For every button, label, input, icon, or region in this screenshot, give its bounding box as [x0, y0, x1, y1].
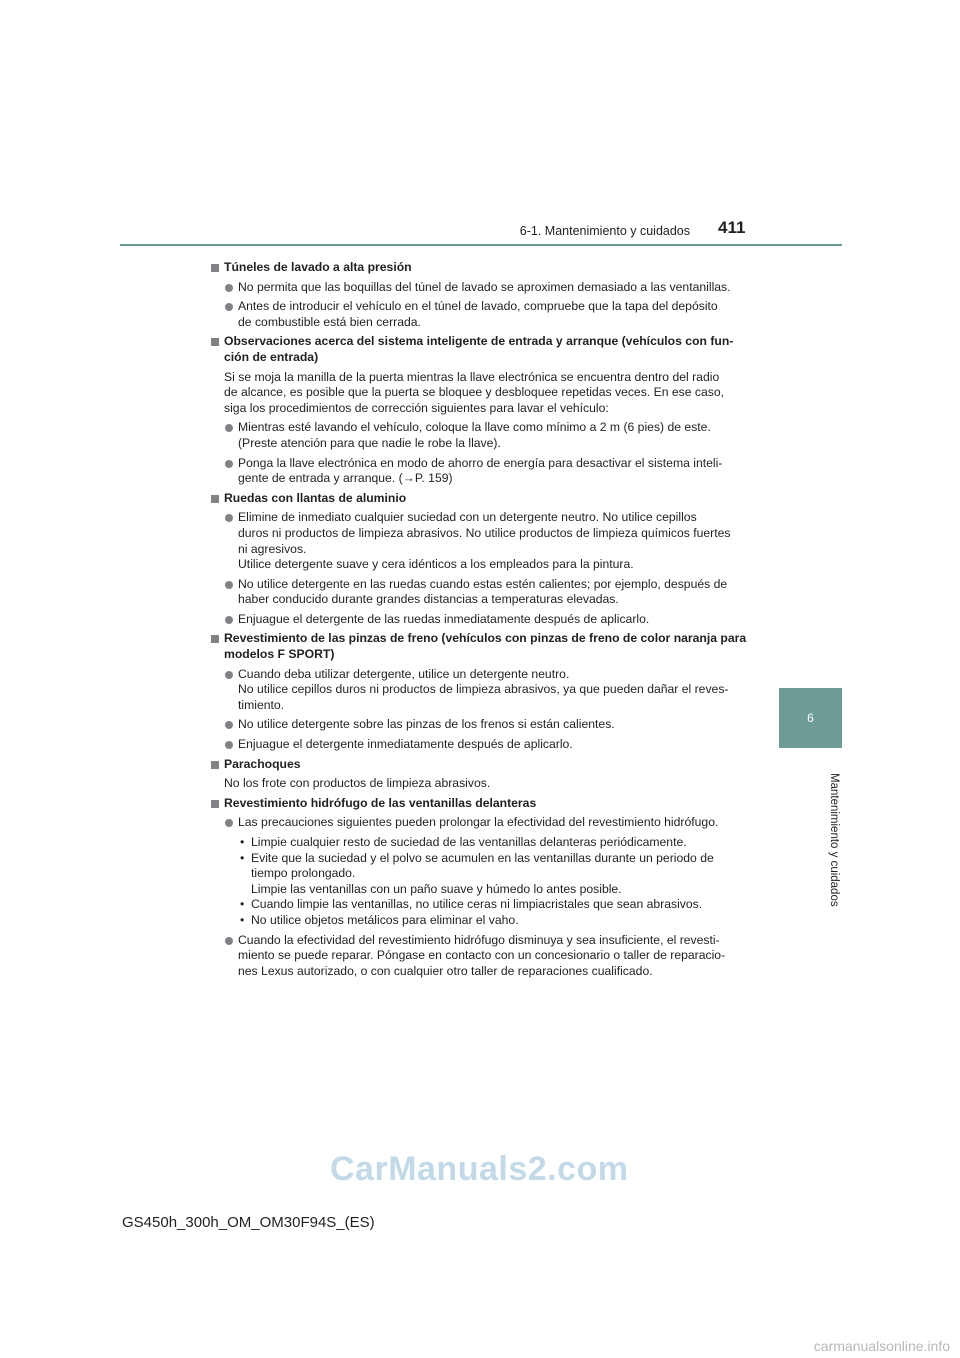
- paragraph: No los frote con productos de limpieza abrasivos.: [224, 776, 491, 791]
- list-item: Elimine de inmediato cualquier suciedad con un detergente neutro. No utilice cepillos duros ni productos de limpieza abrasivos. No utilice productos de limpieza químicos fuertes ni agresivos. Utilice detergente suave y cera idénticos a los empleados para la pintura.: [211, 510, 749, 572]
- section-heading-high-pressure-wash: Túneles de lavado a alta presión: [211, 260, 749, 276]
- header-divider: [120, 244, 842, 246]
- section-heading-smart-entry: Observaciones acerca del sistema inteligente de entrada y arranque (vehículos con fun- ción de entrada): [211, 334, 749, 365]
- list-item: No utilice detergente en las ruedas cuando estas estén calientes; por ejemplo, después de haber conducido durante grandes distancias a temperaturas elevadas.: [211, 577, 749, 608]
- sub-list-item: • No utilice objetos metálicos para eliminar el vaho.: [211, 913, 749, 929]
- paragraph: Si se moja la manilla de la puerta mientras la llave electrónica se encuentra dentro del radio de alcance, es posible que la puerta se bloquee y desbloquee repetidas veces. En ese caso, siga los procedimientos de corrección siguientes para lavar el vehículo:: [224, 369, 725, 415]
- list-item: Ponga la llave electrónica en modo de ahorro de energía para desactivar el sistema inteli- gente de entrada y arranque. (→P. 159): [211, 456, 749, 487]
- list-item: Cuando deba utilizar detergente, utilice un detergente neutro. No utilice cepillos duros ni productos de limpieza abrasivos, ya que pueden dañar el reves- timiento.: [211, 667, 749, 714]
- watermark-logo: CarManuals2.com: [330, 1150, 629, 1188]
- sub-list-item: • Limpie cualquier resto de suciedad de las ventanillas delanteras periódicamente.: [211, 835, 749, 851]
- page-content: [211, 256, 749, 983]
- sub-list-item: • Cuando limpie las ventanillas, no utilice ceras ni limpiacristales que sean abrasivos.: [211, 897, 749, 913]
- chapter-tab: [779, 688, 842, 748]
- list-item: Las precauciones siguientes pueden prolongar la efectividad del revestimiento hidrófugo.: [211, 815, 749, 831]
- section-heading-brake-calipers: Revestimiento de las pinzas de freno (vehículos con pinzas de freno de color naranja para modelos F SPORT): [211, 631, 749, 662]
- document-code: GS450h_300h_OM_OM30F94S_(ES): [122, 1214, 375, 1231]
- section-heading-bumpers: Parachoques: [211, 757, 749, 773]
- section-heading-aluminum-wheels: Ruedas con llantas de aluminio: [211, 491, 749, 507]
- chapter-side-label: Mantenimiento y cuidados: [828, 773, 840, 907]
- page-number: 411: [718, 218, 746, 237]
- section-heading-water-repellent: Revestimiento hidrófugo de las ventanillas delanteras: [211, 796, 749, 812]
- list-item: No permita que las boquillas del túnel de lavado se aproximen demasiado a las ventanillas.: [211, 280, 749, 296]
- list-item: Cuando la efectividad del revestimiento hidrófugo disminuya y sea insuficiente, el revesti- miento se puede reparar. Póngase en contacto con un concesionario o taller de reparacio- nes Lexus autorizado, o con cualquier otro taller de reparaciones cualificado.: [211, 933, 749, 980]
- chapter-number: 6: [807, 711, 814, 725]
- list-item: Antes de introducir el vehículo en el túnel de lavado, compruebe que la tapa del depósito de combustible está bien cerrada.: [211, 299, 749, 330]
- list-item: Mientras esté lavando el vehículo, coloque la llave como mínimo a 2 m (6 pies) de este. (Preste atención para que nadie le robe la llave).: [211, 420, 749, 451]
- sub-list-item: • Evite que la suciedad y el polvo se acumulen en las ventanillas durante un periodo de tiempo prolongado. Limpie las ventanillas con un paño suave y húmedo lo antes posible.: [211, 851, 749, 898]
- list-item: Enjuague el detergente inmediatamente después de aplicarlo.: [211, 737, 749, 753]
- list-item: No utilice detergente sobre las pinzas de los frenos si están calientes.: [211, 717, 749, 733]
- section-title: 6-1. Mantenimiento y cuidados: [519, 224, 690, 238]
- list-item: Enjuague el detergente de las ruedas inmediatamente después de aplicarlo.: [211, 612, 749, 628]
- watermark-url: carmanualsonline.info: [813, 1338, 950, 1354]
